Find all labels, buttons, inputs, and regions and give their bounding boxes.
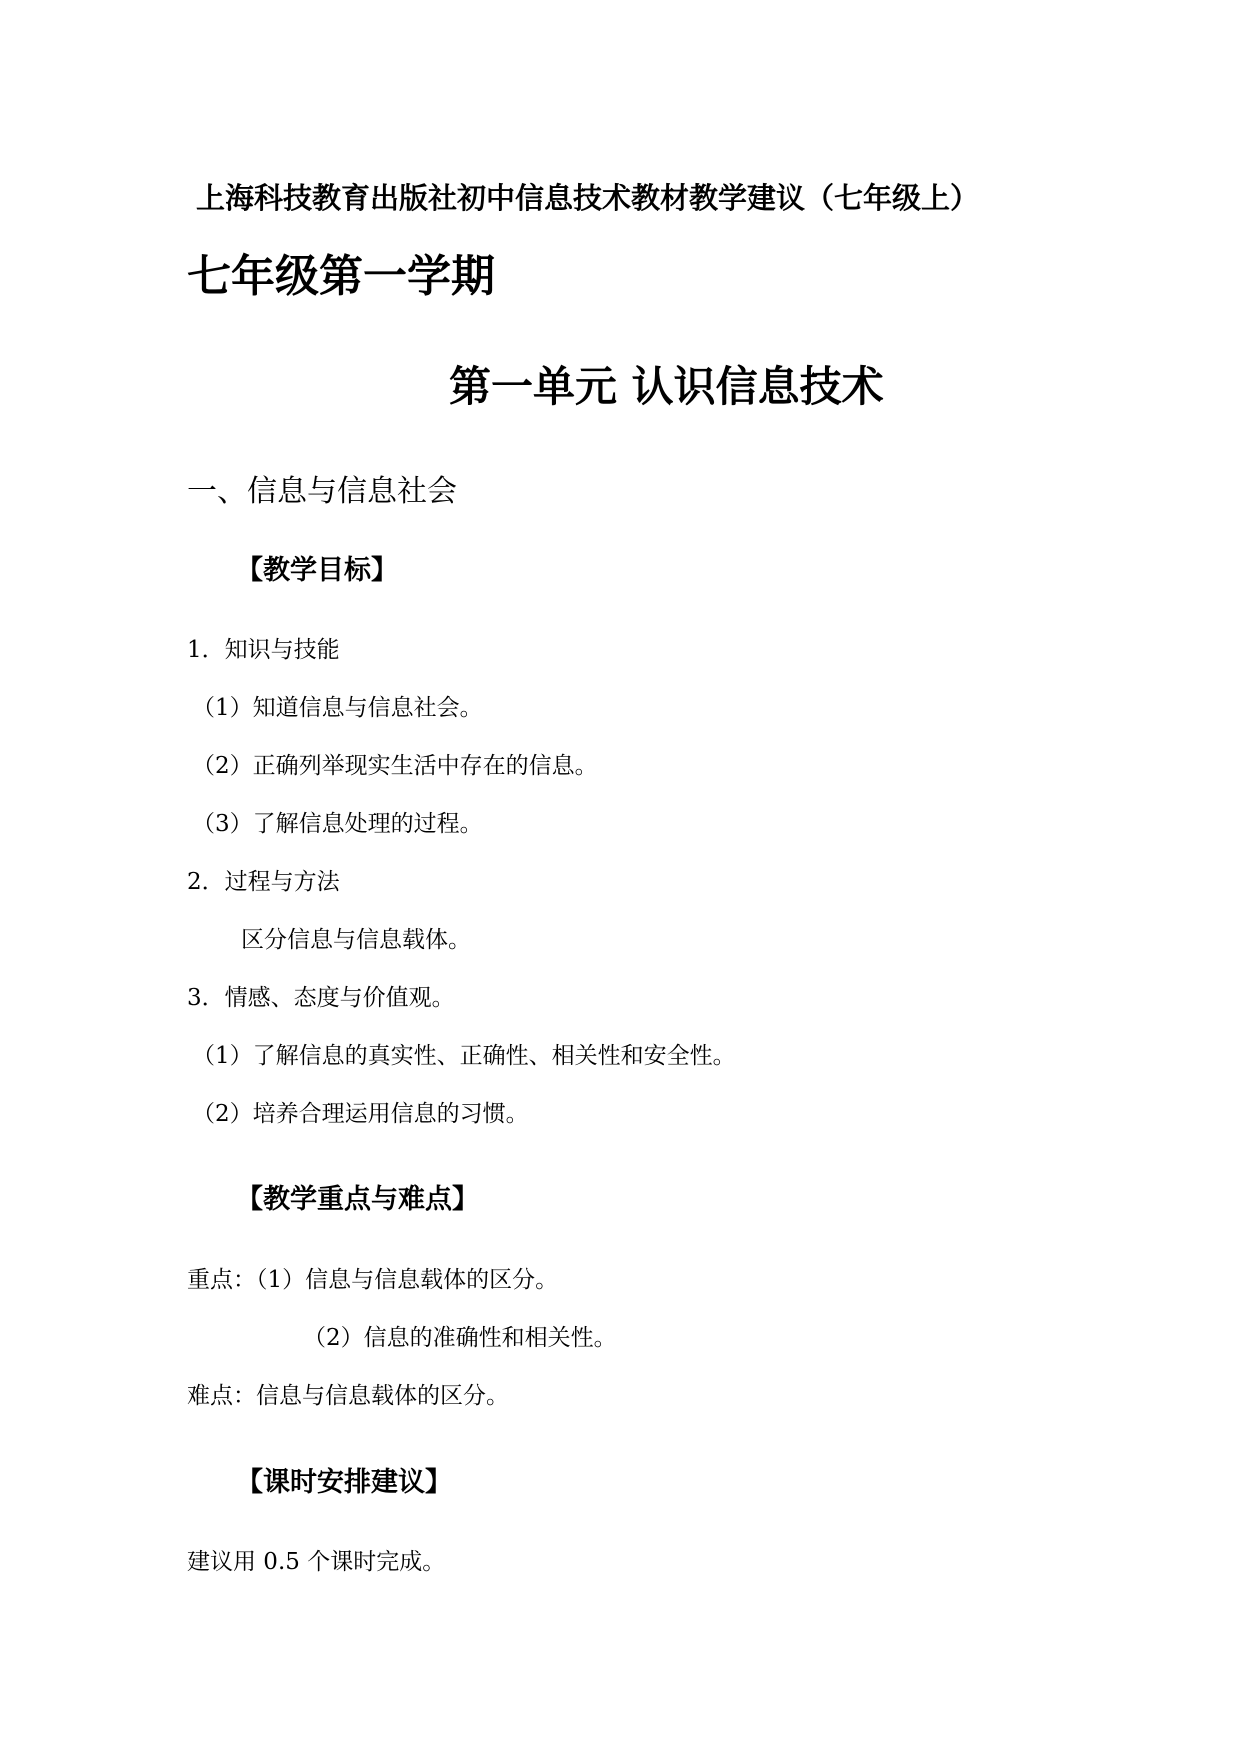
attitude-item: （2）培养合理运用信息的习惯。 — [192, 1101, 529, 1127]
knowledge-item: （3）了解信息处理的过程。 — [192, 811, 483, 837]
objectives-heading: 【教学目标】 — [236, 555, 398, 586]
attitude-heading: 3．情感、态度与价值观。 — [187, 985, 455, 1011]
unit-title: 第一单元 认识信息技术 — [449, 362, 884, 411]
schedule-heading: 【课时安排建议】 — [236, 1467, 452, 1498]
knowledge-item: （2）正确列举现实生活中存在的信息。 — [192, 753, 598, 779]
knowledge-item: （1）知道信息与信息社会。 — [192, 695, 483, 721]
key-points-heading: 【教学重点与难点】 — [236, 1184, 479, 1215]
difficulty-line: 难点：信息与信息载体的区分。 — [187, 1383, 509, 1409]
key-point-line: （2）信息的准确性和相关性。 — [303, 1325, 617, 1351]
schedule-text: 建议用 0.5 个课时完成。 — [187, 1549, 446, 1575]
knowledge-heading: 1．知识与技能 — [187, 637, 340, 663]
process-heading: 2．过程与方法 — [187, 869, 340, 895]
section-title: 一、信息与信息社会 — [187, 474, 457, 509]
document-title: 上海科技教育出版社初中信息技术教材教学建议（七年级上） — [196, 181, 980, 215]
key-point-line: 重点：（1）信息与信息载体的区分。 — [187, 1267, 559, 1293]
semester-title: 七年级第一学期 — [187, 251, 495, 302]
process-item: 区分信息与信息载体。 — [241, 927, 471, 953]
attitude-item: （1）了解信息的真实性、正确性、相关性和安全性。 — [192, 1043, 736, 1069]
